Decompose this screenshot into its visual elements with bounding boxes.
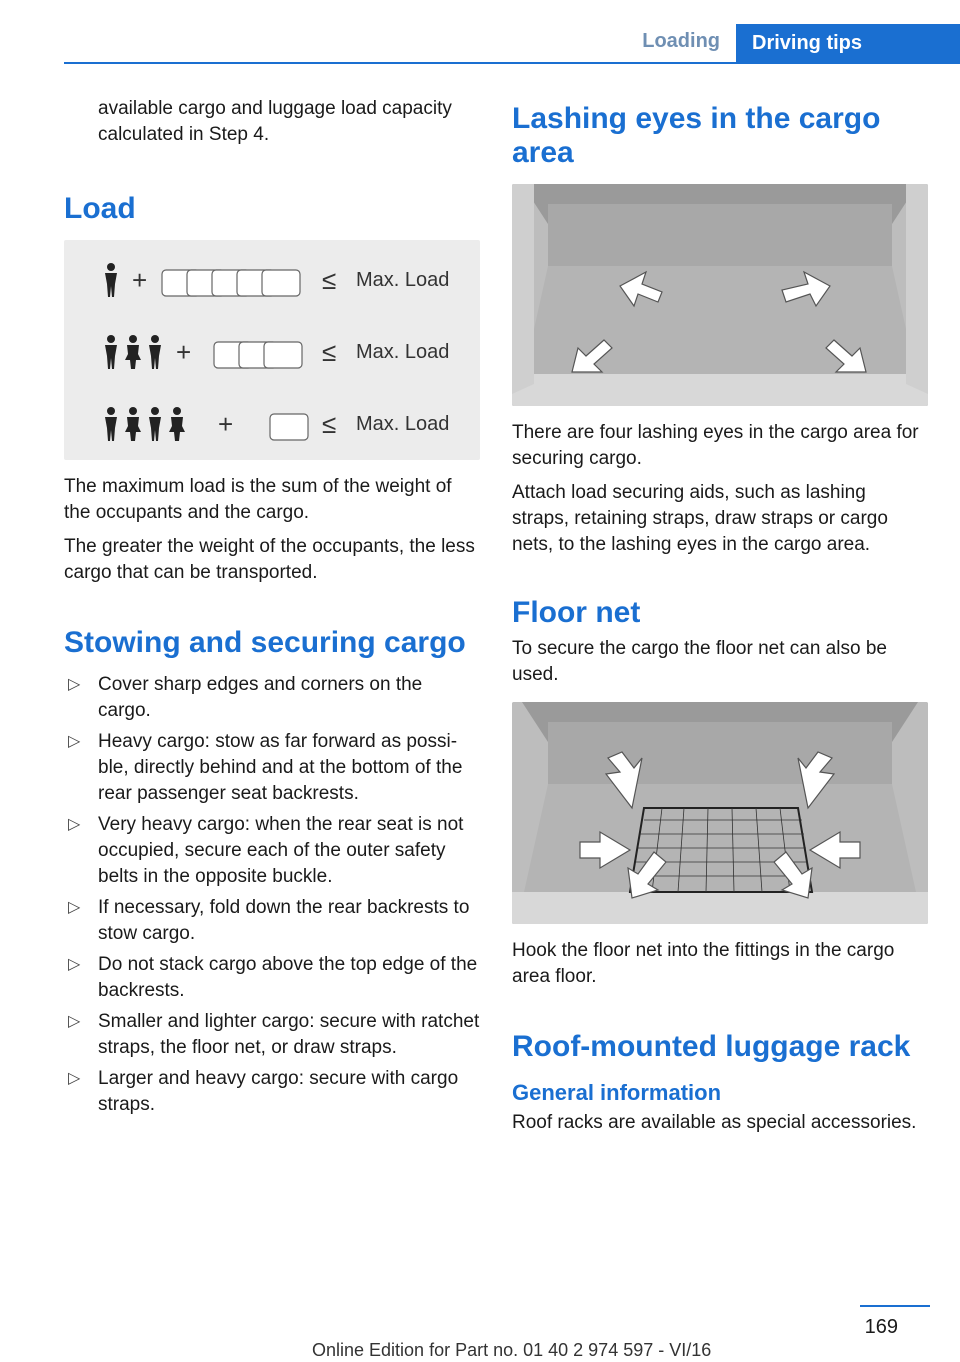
bullet-icon: ▷ (68, 899, 81, 916)
max-load-label: Max. Load (356, 268, 450, 291)
bullet-icon: ▷ (68, 816, 81, 833)
list-item (64, 812, 480, 890)
list-item (64, 1009, 480, 1061)
list-item (64, 1066, 480, 1118)
list-item (64, 672, 480, 724)
person-icons (102, 262, 120, 298)
max-load-label: Max. Load (356, 340, 450, 363)
list-item-text: Heavy cargo: stow as far forward as possi-ble, directly behind and at the bottom of the rear passenger seat backrests. (98, 731, 463, 804)
cargo-lashing-eyes-photo (512, 184, 928, 406)
floor-net-photo (512, 702, 928, 924)
bullet-icon: ▷ (68, 1070, 81, 1087)
list-item-text: If necessary, fold down the rear backrests to stow cargo. (98, 897, 470, 944)
plus-sign: + (132, 264, 148, 295)
stowing-heading: Stowing and securing cargo (64, 626, 466, 659)
bullet-icon: ▷ (68, 676, 81, 693)
page-header (64, 24, 960, 64)
roof-rack-heading: Roof-mounted luggage rack (512, 1030, 911, 1063)
right-column (512, 102, 928, 1144)
leq-sign: ≤ (322, 408, 337, 439)
load-row-2 (64, 328, 480, 376)
list-item-text: Do not stack cargo above the top edge of the backrests. (98, 954, 478, 1001)
stowing-list (64, 672, 480, 1118)
luggage-icons (268, 406, 310, 442)
floor-net-illustration (512, 702, 928, 924)
load-row-3 (64, 400, 480, 448)
lashing-eyes-heading: Lashing eyes in the cargo area (512, 102, 881, 169)
bullet-icon: ▷ (68, 1013, 81, 1030)
floor-net-heading: Floor net (512, 596, 641, 629)
lashing-paragraph-2: Attach load securing aids, such as lashing straps, retaining straps, draw straps or cargo nets, to the lashing eyes in the cargo area. (512, 482, 888, 555)
person-icons (102, 406, 186, 442)
list-item (64, 895, 480, 947)
intro-text: available cargo and luggage load capacity calculated in Step 4. (98, 98, 452, 145)
bullet-icon: ▷ (68, 733, 81, 750)
list-item-text: Larger and heavy cargo: secure with cargo straps. (98, 1068, 459, 1115)
bullet-icon: ▷ (68, 956, 81, 973)
leq-sign: ≤ (322, 264, 337, 295)
person-icons (102, 334, 164, 370)
list-item-text: Very heavy cargo: when the rear seat is not occupied, secure each of the outer safety belts in the opposite buckle. (98, 814, 464, 887)
list-item-text: Cover sharp edges and corners on the cargo. (98, 674, 423, 721)
floor-net-paragraph-1: To secure the cargo the floor net can also be used. (512, 638, 887, 685)
load-paragraph-1: The maximum load is the sum of the weight of the occupants and the cargo. (64, 476, 452, 523)
person-icon (102, 262, 120, 298)
luggage-icon (212, 334, 304, 370)
section-tab-loading[interactable]: Loading (642, 30, 720, 52)
leq-sign: ≤ (322, 336, 337, 367)
plus-sign: + (176, 336, 192, 367)
footer-rule (860, 1305, 930, 1307)
max-load-label: Max. Load (356, 412, 450, 435)
left-column (64, 96, 480, 1123)
general-information-subheading: General information (512, 1080, 722, 1105)
load-row-1 (64, 256, 480, 304)
list-item (64, 729, 480, 807)
person-icon (102, 406, 186, 442)
chapter-tab-driving-tips[interactable]: Driving tips (736, 24, 960, 62)
load-heading: Load (64, 192, 136, 225)
luggage-icon (268, 406, 310, 442)
edition-footer: Online Edition for Part no. 01 40 2 974 597 - VI/16 (312, 1340, 712, 1360)
trunk-illustration (512, 184, 928, 406)
lashing-paragraph-1: There are four lashing eyes in the cargo area for securing cargo. (512, 422, 919, 469)
floor-net-paragraph-2: Hook the floor net into the fittings in the cargo area floor. (512, 940, 895, 987)
person-icon (102, 334, 164, 370)
load-paragraph-2: The greater the weight of the occupants, the less cargo that can be transported. (64, 536, 475, 583)
luggage-icon (160, 262, 302, 298)
page-number: 169 (864, 1316, 898, 1338)
list-item-text: Smaller and lighter cargo: secure with ratchet straps, the floor net, or draw straps. (98, 1011, 480, 1058)
luggage-icons (212, 334, 304, 370)
load-illustration (64, 240, 480, 460)
list-item (64, 952, 480, 1004)
luggage-icons (160, 262, 302, 298)
plus-sign: + (218, 408, 234, 439)
roof-rack-paragraph: Roof racks are available as special accessories. (512, 1112, 917, 1133)
